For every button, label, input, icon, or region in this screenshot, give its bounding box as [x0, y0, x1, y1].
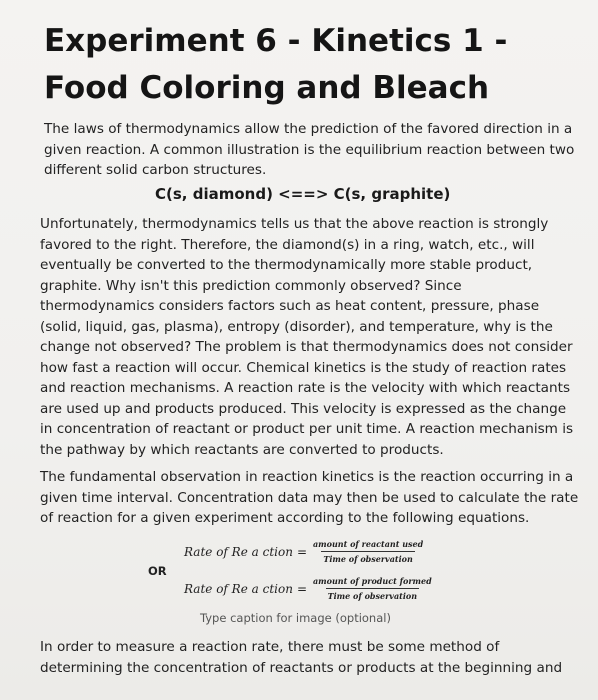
kinetics-line: eventually be converted to the thermodynamically more stable product,: [40, 257, 533, 273]
measurement-paragraph: [40, 637, 563, 678]
fraction: [311, 539, 425, 564]
kinetics-line: thermodynamics considers factors such as heat content, pressure, phase: [40, 298, 540, 314]
kinetics-line: favored to the right. Therefore, the diamond(s) in a ring, watch, etc., will: [40, 236, 535, 253]
intro-paragraph: [44, 119, 575, 181]
rate-formula-product: [184, 576, 434, 601]
kinetics-line: are used up and products produced. This velocity is expressed as the change: [40, 400, 567, 417]
fraction-numerator: amount of reactant used: [313, 539, 424, 549]
formula-lhs: Rate of Re a ction: [184, 544, 293, 559]
kinetics-line: (solid, liquid, gas, plasma), entropy (disorder), and temperature, why is the: [40, 318, 553, 335]
measurement-line: In order to measure a reaction rate, there must be some method of: [40, 639, 500, 655]
fraction-numerator: amount of product formed: [313, 576, 432, 586]
intro-line: given reaction. A common illustration is the equilibrium reaction between two: [44, 141, 575, 158]
kinetics-line: Unfortunately, thermodynamics tells us that the above reaction is strongly: [40, 216, 549, 232]
or-label: OR: [148, 564, 167, 578]
fraction-denominator: Time of observation: [326, 588, 419, 601]
fraction-denominator: Time of observation: [321, 551, 414, 564]
kinetics-line: in concentration of reactant or product per unit time. A reaction mechanism is: [40, 421, 574, 437]
title-line-2: Food Coloring and Bleach: [44, 70, 490, 106]
kinetics-line: graphite. Why isn't this prediction commonly observed? Since: [40, 277, 462, 294]
carbon-equilibrium-equation: C(s, diamond) <==> C(s, graphite): [155, 185, 451, 203]
intro-line: different solid carbon structures.: [44, 162, 267, 178]
kinetics-line: how fast a reaction will occur. Chemical kinetics is the study of reaction rates: [40, 359, 567, 376]
image-caption-placeholder[interactable]: Type caption for image (optional): [200, 611, 391, 625]
rate-line: The fundamental observation in reaction kinetics is the reaction occurring in a: [40, 469, 574, 485]
rate-formula-reactant: [184, 539, 425, 564]
equals-sign: =: [296, 581, 307, 596]
kinetics-line: change not observed? The problem is that thermodynamics does not consider: [40, 339, 573, 355]
formula-lhs: Rate of Re a ction: [184, 581, 293, 596]
rate-line: of reaction for a given experiment according to the following equations.: [40, 510, 530, 526]
kinetics-line: the pathway by which reactants are converted to products.: [40, 441, 444, 458]
kinetics-line: and reaction mechanisms. A reaction rate is the velocity with which reactants: [40, 380, 571, 396]
intro-line: The laws of thermodynamics allow the prediction of the favored direction in a: [44, 121, 573, 137]
rate-line: given time interval. Concentration data may then be used to calculate the rate: [40, 489, 579, 506]
fraction: [311, 576, 434, 601]
page-title: [44, 18, 564, 112]
kinetics-paragraph: [40, 214, 574, 460]
equals-sign: =: [296, 544, 307, 559]
measurement-line: determining the concentration of reactants or products at the beginning and: [40, 659, 563, 676]
title-line-1: Experiment 6 - Kinetics 1 -: [44, 23, 508, 59]
rate-paragraph: [40, 467, 579, 529]
